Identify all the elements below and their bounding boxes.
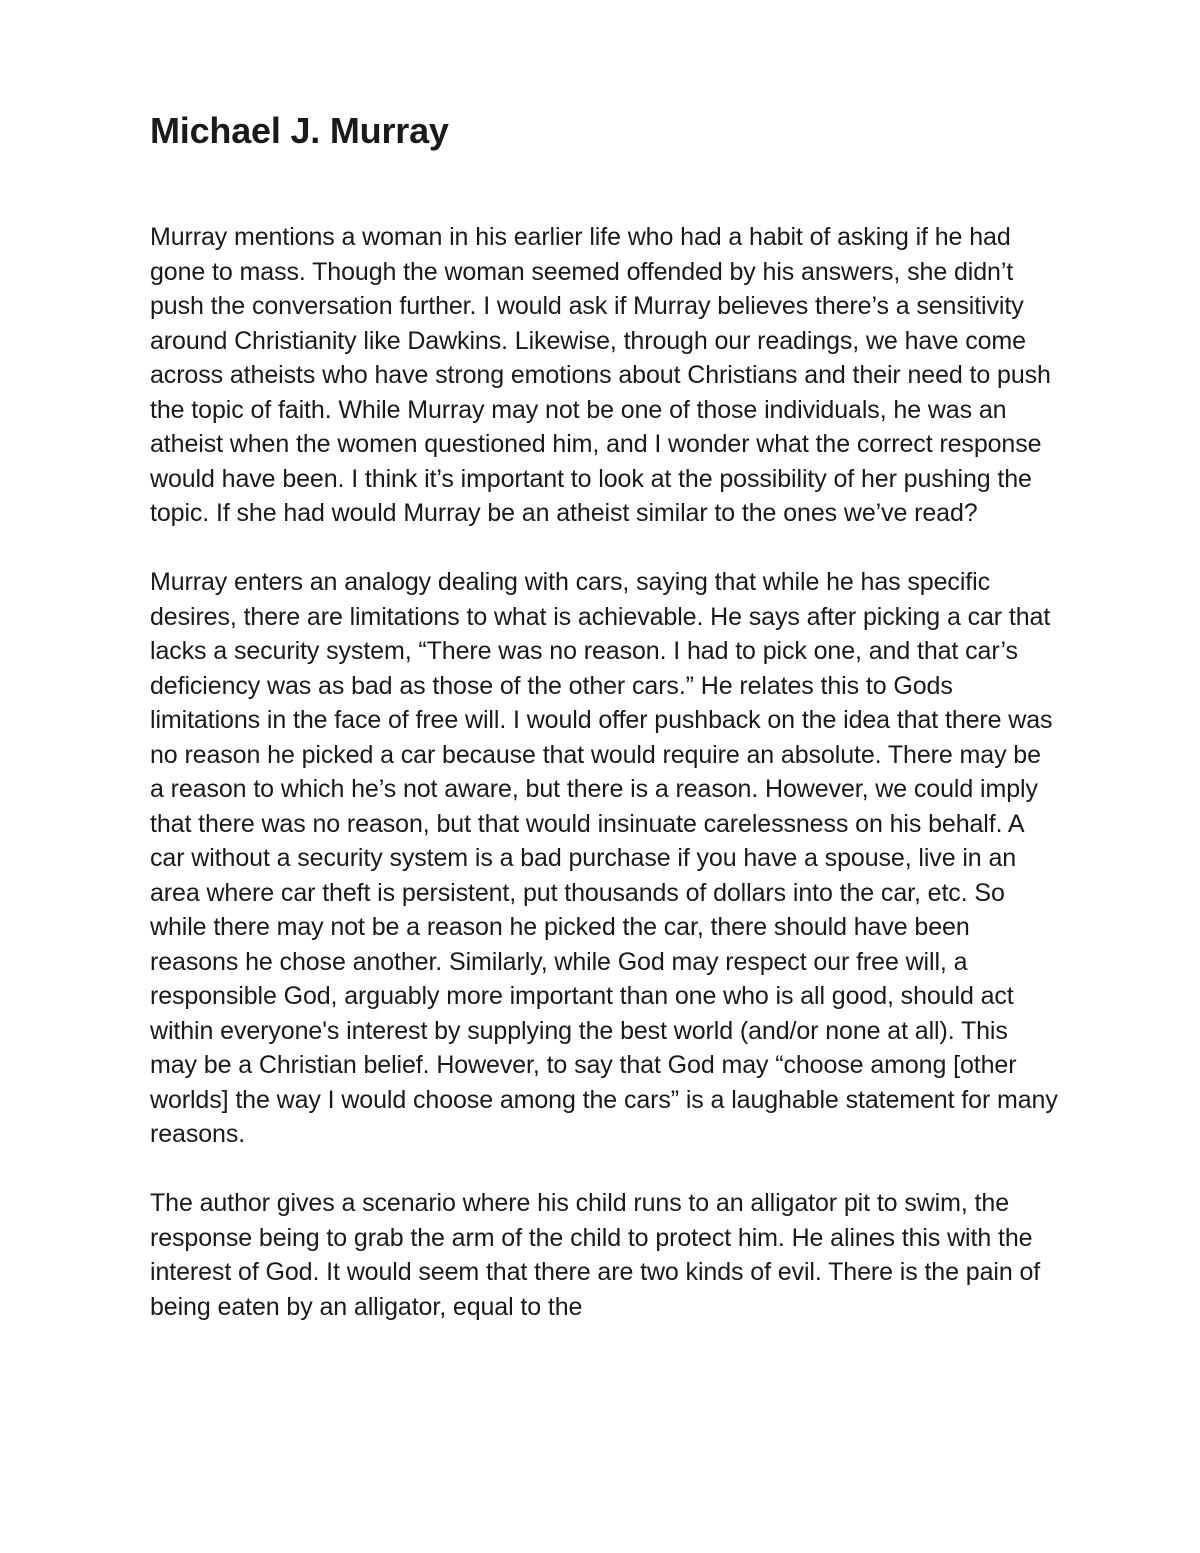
paragraph-1: Murray mentions a woman in his earlier life who had a habit of asking if he had gone to mass. Though the woman seemed offended by his answers, she didn’t push the conversation further. I would ask if Murray believes there’s a sensitivity around Christianity like Dawkins. Likewise, through our readings, we have come across atheists who have strong emotions about Christians and their need to push the topic of faith. While Murray may not be one of those individuals, he was an atheist when the women questioned him, and I wonder what the correct response would have been. I think it’s important to look at the possibility of her pushing the topic. If she had would Murray be an atheist similar to the ones we’ve read?: [150, 223, 1051, 527]
paragraph-3: The author gives a scenario where his child runs to an alligator pit to swim, the response being to grab the arm of the child to protect him. He alines this with the interest of God. It would seem that there are two kinds of evil. There is the pain of being eaten by an alligator, equal to the: [150, 1189, 1041, 1321]
document-page: [150, 104, 1060, 1359]
document-title: Michael J. Murray: [150, 110, 449, 151]
paragraph-2: Murray enters an analogy dealing with cars, saying that while he has specific desires, there are limitations to what is achievable. He says after picking a car that lacks a security system, “There was no reason. I had to pick one, and that car’s deficiency was as bad as those of the other cars.” He relates this to Gods limitations in the face of free will. I would offer pushback on the idea that there was no reason he picked a car because that would require an absolute. There may be a reason to which he’s not aware, but there is a reason. However, we could imply that there was no reason, but that would insinuate carelessness on his behalf. A car without a security system is a bad purchase if you have a spouse, live in an area where car theft is persistent, put thousands of dollars into the car, etc. So while there may not be a reason he picked the car, there should have been reasons he chose another. Similarly, while God may respect our free will, a responsible God, arguably more important than one who is all good, should act within everyone's interest by supplying the best world (and/or none at all). This may be a Christian belief. However, to say that God may “choose among [other worlds] the way I would choose among the cars” is a laughable statement for many reasons.: [150, 568, 1058, 1148]
document-body: [150, 220, 1060, 1324]
